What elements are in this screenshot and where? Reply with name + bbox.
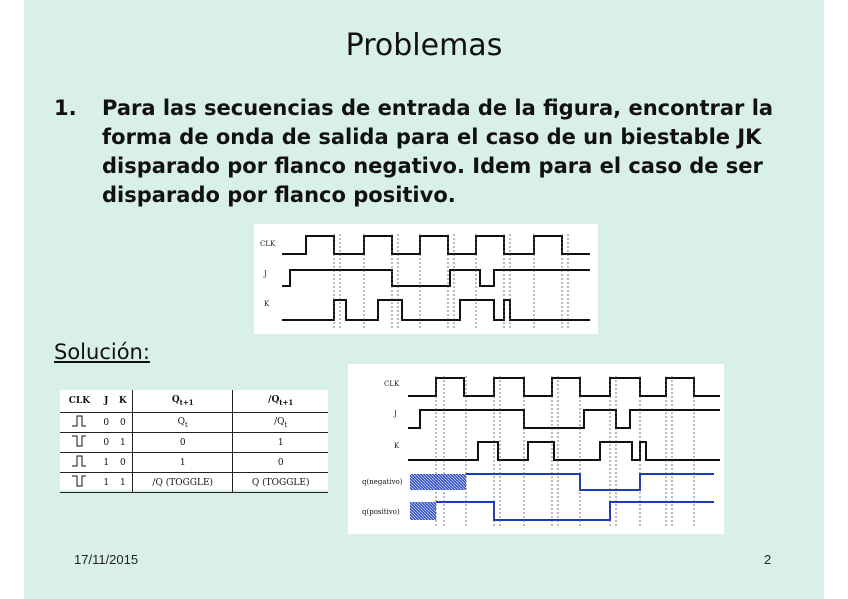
q-positivo-label: q(positivo) xyxy=(362,508,400,516)
rising-edge-icon xyxy=(60,453,99,473)
cell-text: /Q xyxy=(274,416,285,427)
k-label: K xyxy=(394,442,400,450)
j-label: J xyxy=(264,270,267,278)
table-cell: 1 xyxy=(99,453,114,473)
table-header xyxy=(233,390,328,413)
table-cell: 0 xyxy=(233,453,328,473)
table-header: CLK xyxy=(60,390,99,413)
table-header: J xyxy=(99,390,114,413)
table-cell xyxy=(233,413,328,433)
q-negativo-label: q(negativo) xyxy=(362,478,403,486)
table-cell: Q (TOGGLE) xyxy=(233,473,328,493)
k-waveform xyxy=(408,442,720,460)
truth-table-box xyxy=(60,390,328,490)
undefined-region xyxy=(410,502,436,520)
q-header-sub: t+1 xyxy=(179,397,194,407)
falling-edge-icon xyxy=(60,473,99,493)
qbar-header: /Q xyxy=(268,395,280,406)
solution-waveforms xyxy=(348,364,724,534)
table-cell: 0 xyxy=(133,433,233,453)
clk-waveform xyxy=(408,378,720,396)
page-number: 2 xyxy=(764,552,772,567)
cell-sub: t xyxy=(185,420,188,429)
j-label: J xyxy=(394,410,397,418)
problem-number: 1. xyxy=(54,96,77,120)
falling-edge-icon xyxy=(60,433,99,453)
table-cell: 1 xyxy=(233,433,328,453)
table-row xyxy=(60,453,328,473)
page-title: Problemas xyxy=(345,28,503,63)
qbar-header-sub: t+1 xyxy=(279,397,294,407)
solution-timing-diagram xyxy=(348,364,724,534)
grid-lines xyxy=(436,376,694,528)
j-waveform xyxy=(282,270,590,286)
table-cell: 1 xyxy=(99,473,114,493)
slide xyxy=(24,0,824,599)
clk-label: CLK xyxy=(260,240,276,248)
table-row xyxy=(60,433,328,453)
k-label: K xyxy=(264,300,270,308)
clk-waveform xyxy=(282,236,590,254)
cell-text: Q xyxy=(177,416,185,427)
table-row xyxy=(60,413,328,433)
problem-waveforms xyxy=(254,224,598,334)
table-cell: 0 xyxy=(114,413,133,433)
j-waveform xyxy=(408,410,720,428)
clk-label: CLK xyxy=(384,380,400,388)
table-header xyxy=(133,390,233,413)
table-header-row xyxy=(60,390,328,413)
problem-timing-diagram xyxy=(254,224,598,334)
jk-truth-table xyxy=(60,390,328,493)
table-header: K xyxy=(114,390,133,413)
table-cell: 1 xyxy=(114,473,133,493)
undefined-region xyxy=(410,474,466,490)
rising-edge-icon xyxy=(60,413,99,433)
table-cell xyxy=(133,413,233,433)
k-waveform xyxy=(282,300,590,320)
table-row xyxy=(60,473,328,493)
slide-date: 17/11/2015 xyxy=(74,552,139,567)
table-cell: /Q (TOGGLE) xyxy=(133,473,233,493)
table-cell: 0 xyxy=(99,413,114,433)
cell-sub: t xyxy=(284,420,288,429)
table-cell: 1 xyxy=(114,433,133,453)
solution-heading: Solución: xyxy=(54,340,150,364)
problem-statement: Para las secuencias de entrada de la figura, encontrar la forma de onda de salida para el caso de un biestable JK disparado por flanco negativo. Idem para el caso de ser disparado por flanco positivo. xyxy=(102,96,774,207)
table-cell: 1 xyxy=(133,453,233,473)
table-cell: 0 xyxy=(114,453,133,473)
table-cell: 0 xyxy=(99,433,114,453)
q-negativo-waveform xyxy=(466,474,714,490)
q-header: Q xyxy=(171,395,180,406)
